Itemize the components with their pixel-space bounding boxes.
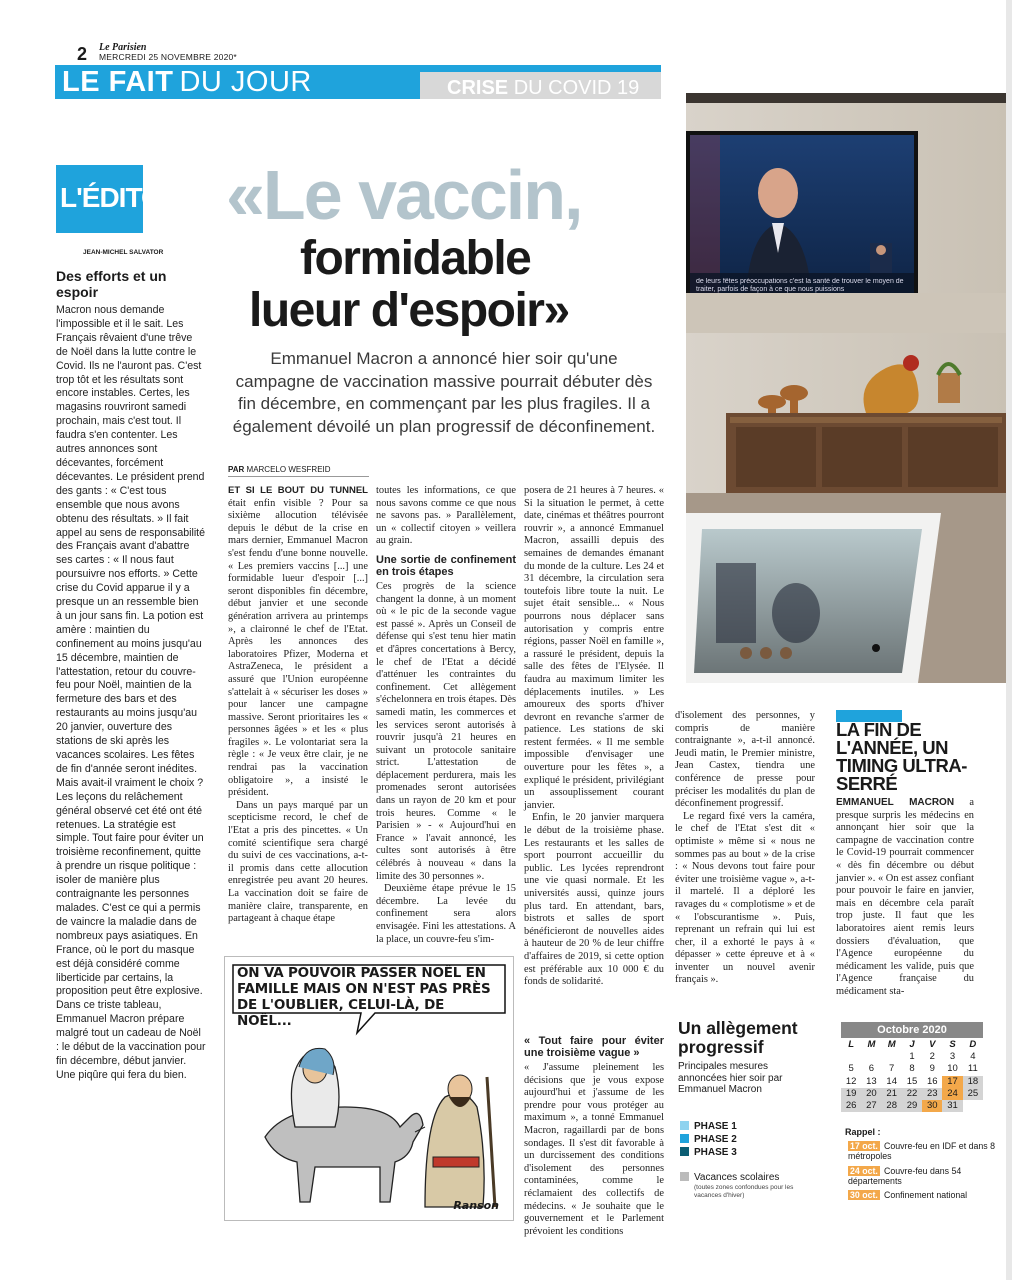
calendar-day: 2 [929,1051,935,1063]
calendar-day: 19 [841,1088,861,1100]
rappel-item: 30 oct. Confinement national [850,1190,968,1200]
calendar-weekday: S [949,1039,956,1050]
calendar-day: 22 [902,1088,922,1100]
school-holidays-legend: Vacances scolaires [680,1172,779,1183]
calendar-day [882,1051,902,1063]
phase-1-swatch [680,1121,689,1130]
infographic-subtitle: Principales mesures annoncées hier soir par Emmanuel Macron [678,1061,783,1095]
calendar-day: 1 [909,1051,915,1063]
paragraph: Dans un pays marqué par un scepticisme record, le chef de l'Etat a pris des pincettes. « Un comité scientifique sera chargé du suivi de ces vaccinations, a-t-il promis dans cette allocution enregistrée peu avant 20 heures. La vaccination doit se faire de manière claire, transparente, en partageant à chaque étape [228,799,368,925]
rappel-item: 17 oct. Couvre-feu en IDF et dans 8 métropoles [848,1141,995,1161]
calendar-day: 12 [845,1075,857,1087]
calendar-weekday: M [887,1039,896,1050]
phase-1-legend: PHASE 1 [680,1121,737,1132]
newspaper-name: Le Parisien [99,42,147,53]
phase-2-swatch [680,1134,689,1143]
calendar-weekday: L [848,1039,855,1050]
calendar-day: 5 [848,1063,854,1075]
paragraph: d'isolement des personnes, y compris de manière contraignante », a-t-il annoncé. Jeudi matin, le Premier ministre, Jean Castex, tiendra une conférence de presse pour préciser les modalités du plan de déconfinement progressif. [675,710,815,810]
subheading: « Tout faire pour éviter une troisième vague » [524,1035,664,1059]
paragraph: Enfin, le 20 janvier marquera le début de la troisième phase. Les restaurants et les salles de sport pourront accueillir du public. Les lycées reprendront une vie quasi normale. Et les universités aussi, quinze jours plus tard. En attendant, bars, bistrots et salles de sport bénéficieront de nouvelles aides à hauteur de 20 % de leur chiffre d'affaires de 2019, si cette option est préférable aux 10 000 € du fonds de solidarité. [524,812,664,988]
sidebar-headline: LA FIN DE L'ANNÉE, UN TIMING ULTRA-SERRÉ [836,719,967,794]
calendar-day: 29 [902,1100,922,1112]
article-lead-caps: ET SI LE BOUT DU TUNNEL [228,485,368,496]
byline: PAR MARCELO WESFREID [228,465,331,474]
calendar-day: 3 [949,1051,956,1063]
calendar-weekday: D [969,1039,977,1050]
subheading: Une sortie de confinement en trois étapes [376,553,516,578]
calendar-day: 16 [926,1075,938,1087]
section-title: LE FAIT DU JOUR [62,66,312,98]
phase-3-swatch [680,1147,689,1156]
calendar-weekday: M [867,1039,876,1050]
phase-2-legend: PHASE 2 [680,1134,737,1145]
article-column-2 [376,485,516,946]
page-number: 2 [77,44,88,64]
calendar-day: 23 [922,1088,942,1100]
rappel-item: 24 oct. Couvre-feu dans 54 départements [848,1166,962,1186]
sidebar-lead-caps: EMMANUEL MACRON [836,797,955,808]
calendar-day [963,1100,983,1112]
calendar-day: 6 [868,1063,875,1075]
calendar-day: 21 [882,1088,902,1100]
edito-label: L'ÉDITO [60,182,162,213]
edito-headline: Des efforts et un espoir [56,268,167,300]
paragraph: Deuxième étape prévue le 15 décembre. La levée du confinement sera alors envisagée. Fini les attestations. A la place, un couvre-feu s'im- [376,883,516,945]
byline-rule [228,476,369,477]
paragraph: Ces progrès de la science changent la donne, à un moment où « le pic de la seconde vague est passé ». Après un Conseil de défense qui s'est tenu hier matin et d'âpres concertations à Bercy, le chef de l'Etat a décidé d'atténuer les contraintes du confinement. Cet allègement s'échelonnera en trois étapes. Dès samedi matin, les commerces et les services seront autorisés à rouvrir jusqu'à 21 heures en suivant un protocole sanitaire strict. L'attestation de déplacement perdurera, mais les promenades seront autorisées dans un rayon de 20 km et pour trois heures. Comme « le Parisien » - « Aujourd'hui en France » l'avait annoncé, les cultes sont autorisés à être célébrés à nouveau « dans la limite des 30 personnes ». [376,580,516,882]
article-column-3b [524,1035,664,1238]
calendar-day: 28 [882,1100,902,1112]
calendar-day: 20 [861,1088,881,1100]
calendar-day: 14 [886,1075,897,1087]
calendar-month: Octobre 2020 [841,1022,983,1038]
phase-3-legend: PHASE 3 [680,1147,737,1158]
school-holidays-swatch [680,1172,689,1181]
page-edge [1006,0,1012,1280]
cartoon-speech: ON VA POUVOIR PASSER NOËL EN FAMILLE MAIS ON N'EST PAS PRÈS DE L'OUBLIER, CELUI-LÀ, DE NOËL... [237,965,491,1029]
edito-author: JEAN-MICHEL SALVATOR [83,249,164,256]
calendar-weekday: J [909,1039,915,1050]
article-lead: Emmanuel Macron a annoncé hier soir qu'une campagne de vaccination massive pourrait débuter dès fin décembre, en commençant par les plus fragiles. Il a également dévoilé un plan progressif de déconfinement. [232,349,656,436]
article-column-1: ET SI LE BOUT DU TUNNEL était enfin visible ? Pour sa sixième allocution télévisée depuis le début de la crise en mars dernier, Emmanuel Macron s'est fendu d'une bonne nouvelle. « Les premiers vaccins [...] une formidable lueur d'espoir [...] seront disponibles fin décembre, début janvier et une seconde génération arrivera au printemps », a claironné le chef de l'Etat. Après les annonces des laboratoires Pfizer, Moderna et AstraZeneca, le président a assuré que l'Union européenne s'attelait à « sécuriser les doses » pour lancer une campagne massive. Seront prioritaires les « personnes âgées » et les « plus fragiles ». Le volontariat sera la règle : « Je veux être clair, je ne rendrai pas la vaccination obligatoire », a insisté le président. Dans un pays marqué par un scepticisme record, le chef de l'Etat a pris des pincettes. « Un comité scientifique sera chargé du suivi de ces vaccinations, a-t-il promis dans cette allocution enregistrée peu avant 20 heures. La vaccination doit se faire de manière claire, transparente, en partageant à chaque étape [228,485,368,925]
headline-line-3: lueur d'espoir» [249,284,569,337]
headline-line-1: «Le vaccin, [226,156,582,234]
paragraph: « J'assume pleinement les décisions que je vous expose aujourd'hui et j'assume de les prendre pour vous protéger au maximum », a tonné Emmanuel Macron, ragaillardi par de bons sondages. Il s'est dit favorable à un durcissement des conditions d'isolement des personnes contaminées, comme le réclamaient des collectifs de médecins. « Je souhaite que le gouvernement et le Parlement prévoient les conditions [524,1062,664,1237]
calendar-day: 11 [967,1063,978,1075]
calendar-day: 13 [866,1075,877,1087]
calendar-day: 30 [922,1100,942,1112]
calendar-day: 15 [906,1075,918,1087]
edito-text: Macron nous demande l'impossible et il le sait. Les Français rêvaient d'une trêve de Noël dans la lutte contre le Covid. Ils ne l'auront pas. C'est trop tôt et les résultats sont encore instables. Certes, les magasins rouvriront samedi prochain, mais c'est tout. Il faudra s'en contenter. Les autres annonces sont décevantes, forcément décevantes. Le président prend des gants : « C'est tous ensemble que nous avons obtenu des résultats. » Il fait appel au sens de responsabilité des Français avant d'abattre ses cartes : « Il nous faut poursuivre nos efforts. » Cette crise du Covid apparue il y a presque un an ressemble bien à un jour sans fin. La potion est amère : maintien du confinement au moins jusqu'au 15 décembre, maintien de l'attestation, retour du couvre-feu pour Noël, maintien de la fermeture des bars et des restaurants au moins jusqu'au 20 janvier, ouverture des stations de ski après les vacances scolaires. Les fêtes de fin d'année seront inédites. Mais avait-il vraiment le choix ? Les leçons du relâchement général observé cet été ont été retenues. La stratégie est simple. Tout faire pour éviter un troisième reconfinement, quitte à prendre un risque politique : isoler de manière plus contraignante les personnes malades. C'est ce qui a permis de vaincre la maladie dans de nombreux pays asiatiques. En France, où le port du masque est déjà considéré comme liberticide par certains, la proposition peut être explosive. Dans ce triste tableau, Emmanuel Macron prépare malgré tout un cadeau de Noël : le début de la vaccination pour fin décembre, début janvier. Une piqûre qui fera du bien. [56,304,206,1081]
calendar-grid [841,1039,983,1112]
paragraph: Le regard fixé vers la caméra, le chef de l'Etat s'est dit « optimiste » même si « nous ne sommes pas au bout » de la crise : « Nous devons tout faire pour éviter une troisième vague », a-t-il martelé. Il a déploré les ravages du « complotisme » et de « l'obscurantisme ». Puis, reprenant un refrain qui lui est cher, il a exhorté le pays à « dépasser » cette épreuve et à « inventer un nouvel avenir français ». [675,810,815,986]
photo-illustration [686,93,1006,683]
topic-title: CRISE DU COVID 19 [447,77,640,99]
calendar-day: 9 [929,1063,935,1075]
paragraph: posera de 21 heures à 7 heures. « Si la situation le permet, à cette date, cinémas et théâtres pourront rouvrir », a annoncé Emmanuel Macron, assailli depuis des semaines de demandes émanant du monde de la culture. Les 24 et 31 décembre, la circulation sera toutefois libre toute la nuit. Le sujet était sensible... « Nous pourrons nous déplacer sans autorisation y compris entre régions, passer Noël en famille », a rassuré le président, depuis la salle des fêtes de l'Elysée. Il faudra au maximum limiter les déplacements inutiles. » Les amoureux des sports d'hiver devront en revanche s'armer de patience. Les stations de ski restent fermées. « Il me semble impossible d'envisager une ouverture pour les fêtes », a expliqué le président, privilégiant un assouplissement courant janvier. [524,485,664,811]
issue-date: MERCREDI 25 NOVEMBRE 2020* [99,52,237,62]
calendar-weekday: V [929,1039,936,1050]
calendar-day: 7 [889,1063,895,1075]
calendar-day: 4 [970,1051,976,1063]
article-column-4 [675,710,815,987]
tv-subtitle: de leurs fêtes préoccupations c'est la santé de trouver le moyen de traiter, parfois de façon à ce que nous puissions [696,278,904,293]
calendar-day: 27 [861,1100,881,1112]
calendar-day: 31 [942,1100,962,1112]
article-column-3 [524,485,664,989]
photo-tv-living-room [686,93,1006,683]
calendar-day: 8 [909,1063,915,1075]
headline-line-2: formidable [300,232,531,285]
calendar-day: 10 [947,1063,958,1075]
calendar-day: 24 [942,1088,962,1100]
rappel-label: Rappel : [845,1127,881,1137]
calendar-day [861,1051,881,1063]
infographic-title: Un allègement progressif [678,1018,798,1057]
paragraph: toutes les informations, ce que nous savons comme ce que nous ne savons pas. » Parallèlement, un « collectif citoyen » veillera au grain. [376,485,516,547]
calendar-day [841,1051,861,1063]
sidebar-text: EMMANUEL MACRON a presque surpris les médecins en annonçant hier soir que la campagne de vaccination contre le Covid-19 pourrait commencer « dès fin décembre ou début janvier ». « On est assez confiant pour pouvoir le faire en janvier, mais en décembre cela paraît trop juste. Il faut que les laboratoires aient remis leurs dossiers d'évaluation, que l'Agence européenne du médicament les valide, puis que l'Agence française du médicament sta- [836,797,974,997]
cartoon-signature: Ranson [453,1199,499,1212]
calendar-day: 17 [942,1076,962,1088]
school-holidays-note: (toutes zones confondues pour les vacances d'hiver) [694,1184,794,1199]
calendar-day: 25 [963,1088,983,1100]
calendar-day: 26 [841,1100,861,1112]
calendar-day: 18 [963,1076,983,1088]
